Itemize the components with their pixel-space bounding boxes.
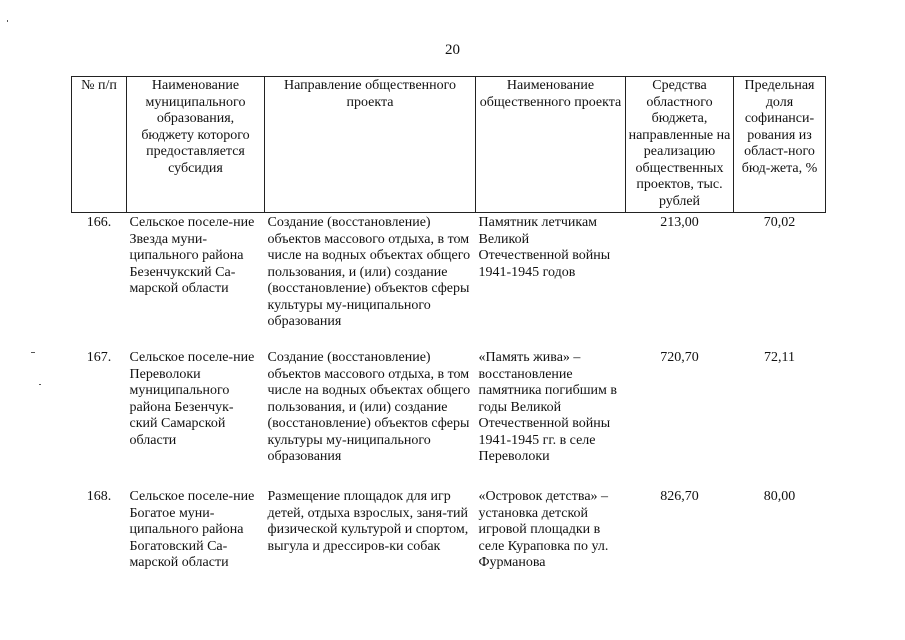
scan-mark [39, 384, 41, 385]
header-municipality: Наименование муниципального образования, бюджету которого предоставляется субсидия [127, 77, 265, 213]
row-project: Памятник летчикам Великой Отечественной войны 1941-1945 годов [478, 215, 611, 280]
header-project-name: Наименование общественного проекта [476, 77, 626, 213]
table-row [72, 213, 826, 346]
row-project: «Память жива» – восстановление памятника погибшим в годы Великой Отечественной войны 1941-1945 гг. в селе Переволоки [478, 350, 618, 464]
row-direction: Создание (восстановление) объектов массового отдыха, в том числе на водных объектах общего пользования, и (или) создание (восстановление) объектов сферы культуры му-ниципального образования [267, 215, 471, 329]
table-row [72, 483, 826, 579]
row-municipality: Сельское поселе-ние Звезда муни-ципального района Безенчукский Са-марской области [129, 215, 255, 296]
table-header-row [72, 77, 826, 213]
row-municipality: Сельское поселе-ние Переволоки муниципального района Безенчук-ский Самарской области [129, 350, 255, 448]
scan-mark [31, 352, 35, 353]
header-direction: Направление общественного проекта [265, 77, 476, 213]
row-share: 80,00 [763, 489, 796, 504]
row-number: 168. [86, 489, 112, 504]
row-number: 166. [86, 215, 112, 230]
table-row [72, 345, 826, 483]
subsidy-table [71, 76, 826, 579]
header-budget-funds: Средства областного бюджета, направленные на реализацию общественных проектов, тыс. рублей [626, 77, 734, 213]
header-cofinancing-share: Предельная доля софинанси-рования из област-ного бюд-жета, % [734, 77, 826, 213]
row-project: «Островок детства» – установка детской игровой площадки в селе Кураповка по ул. Фурманова [478, 489, 609, 570]
row-share: 70,02 [763, 215, 796, 230]
row-number: 167. [86, 350, 112, 365]
row-direction: Размещение площадок для игр детей, отдыха взрослых, заня-тий физической культурой и спортом, выгула и дрессиров-ки собак [267, 489, 469, 554]
row-amount: 720,70 [660, 350, 699, 365]
row-amount: 826,70 [660, 489, 699, 504]
page-number: 20 [445, 42, 460, 58]
row-amount: 213,00 [660, 215, 699, 230]
row-direction: Создание (восстановление) объектов массового отдыха, в том числе на водных объектах общего пользования, и (или) создание (восстановление) объектов сферы культуры му-ниципального образования [267, 350, 471, 464]
header-number: № п/п [72, 77, 127, 213]
row-share: 72,11 [764, 350, 795, 365]
scan-mark [7, 20, 8, 22]
row-municipality: Сельское поселе-ние Богатое муни-ципального района Богатовский Са-марской области [129, 489, 255, 570]
